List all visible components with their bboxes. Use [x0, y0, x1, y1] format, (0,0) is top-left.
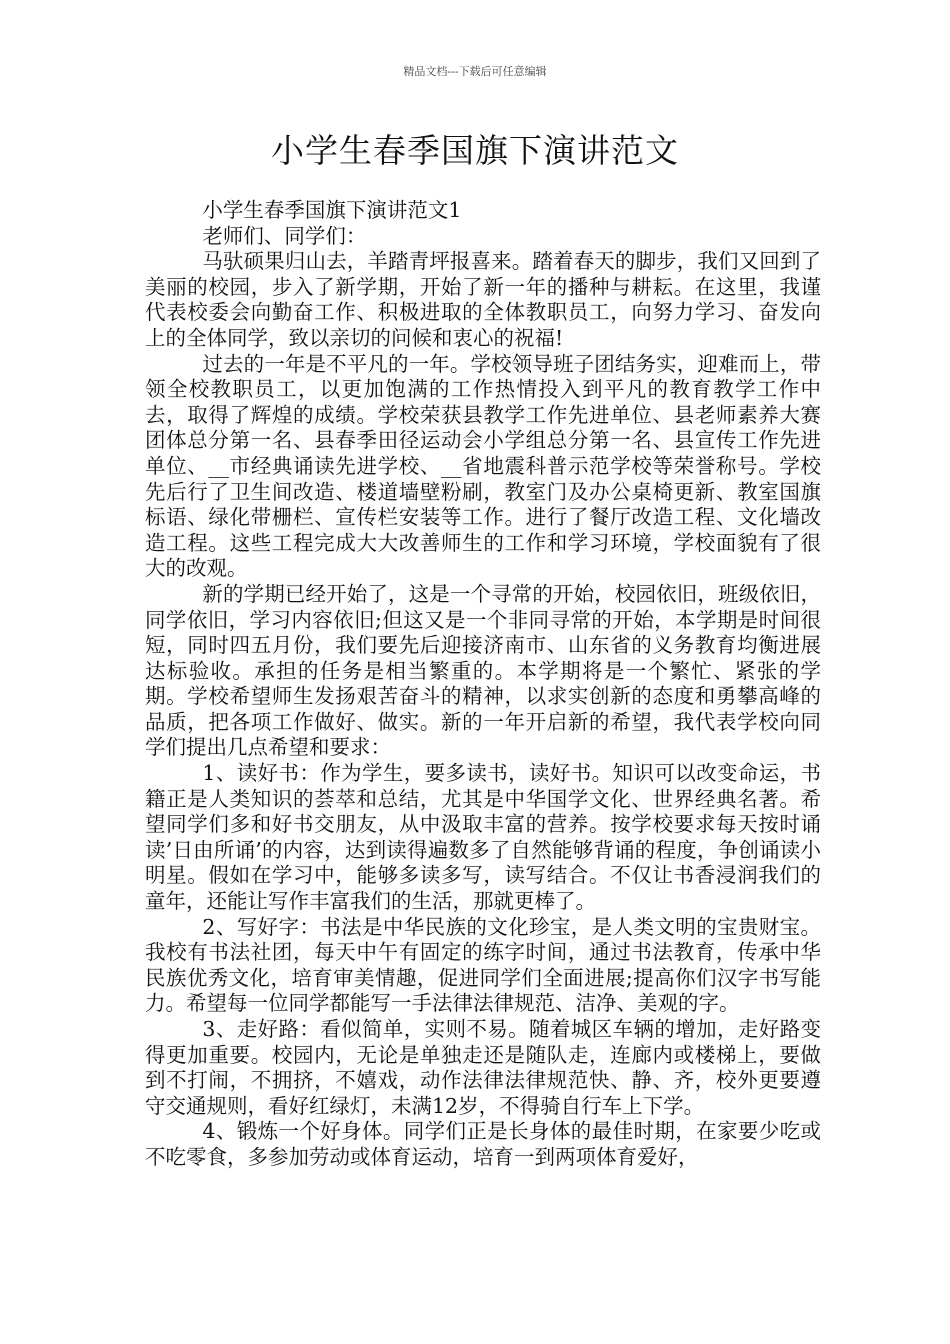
- paragraph-walk-well: 3、走好路：看似简单，实则不易。随着城区车辆的增加，走好路变得更加重要。校园内，无论是单独走还是随队走，连廊内或楼梯上，要做到不打闹，不拥挤，不嬉戏，动作法律法律规范快、静、齐，校外更要遵守交通规则，看好红绿灯，未满12岁，不得骑自行车上下学。: [145, 1017, 821, 1118]
- paragraph-opening: 马驮硕果归山去，羊踏青坪报喜来。踏着春天的脚步，我们又回到了美丽的校园，步入了新学期，开始了新一年的播种与耕耘。在这里，我谨代表校委会向勤奋工作、积极进取的全体教职员工，向努力学习、奋发向上的全体同学，致以亲切的问候和衷心的祝福!: [145, 249, 821, 350]
- paragraph-read-books: 1、读好书：作为学生，要多读书，读好书。知识可以改变命运，书籍正是人类知识的荟萃和总结，尤其是中华国学文化、世界经典名著。希望同学们多和好书交朋友，从中汲取丰富的营养。按学校要求每天按时诵读’日由所诵’的内容，达到读得遍数多了自然能够背诵的程度，争创诵读小明星。假如在学习中，能够多读多写，读写结合。不仅让书香浸润我们的童年，还能让写作丰富我们的生活，那就更棒了。: [145, 761, 821, 914]
- document-title: 小学生春季国旗下演讲范文: [271, 131, 679, 170]
- section-heading: 小学生春季国旗下演讲范文1: [202, 198, 462, 222]
- salutation: 老师们、同学们：: [202, 223, 367, 248]
- paragraph-exercise: 4、锻炼一个好身体。同学们正是长身体的最佳时期，在家要少吃或不吃零食，多参加劳动或体育运动，培育一到两项体育爱好，: [145, 1119, 821, 1169]
- document-body: [145, 198, 821, 1171]
- paragraph-past-year: 过去的一年是不平凡的一年。学校领导班子团结务实，迎难而上，带领全校教职员工，以更加饱满的工作热情投入到平凡的教育教学工作中去，取得了辉煌的成绩。学校荣获县教学工作先进单位、县老师素养大赛团体总分第一名、县春季田径运动会小学组总分第一名、县宣传工作先进单位、__市经典诵读先进学校、__省地震科普示范学校等荣誉称号。学校先后行了卫生间改造、楼道墙壁粉刷，教室门及办公桌椅更新、教室国旗标语、绿化带栅栏、宣传栏安装等工作。进行了餐厅改造工程、文化墙改造工程。这些工程完成大大改善师生的工作和学习环境，学校面貌有了很大的改观。: [145, 351, 821, 581]
- paragraph-new-term: 新的学期已经开始了，这是一个寻常的开始，校园依旧，班级依旧，同学依旧，学习内容依旧;但这又是一个非同寻常的开始，本学期是时间很短，同时四五月份，我们要先后迎接济南市、山东省的义务教育均衡进展达标验收。承担的任务是相当繁重的。本学期将是一个繁忙、紧张的学期。学校希望师生发扬艰苦奋斗的精神，以求实创新的态度和勇攀高峰的品质，把各项工作做好、做实。新的一年开启新的希望，我代表学校向同学们提出几点希望和要求：: [145, 581, 821, 760]
- header-note: 精品文档---下载后可任意编辑: [403, 65, 547, 78]
- paragraph-write-well: 2、写好字：书法是中华民族的文化珍宝，是人类文明的宝贵财宝。我校有书法社团，每天中午有固定的练字时间，通过书法教育，传承中华民族优秀文化，培育审美情趣，促进同学们全面进展;提高你们汉字书写能力。希望每一位同学都能写一手法律法律规范、洁净、美观的字。: [145, 914, 821, 1016]
